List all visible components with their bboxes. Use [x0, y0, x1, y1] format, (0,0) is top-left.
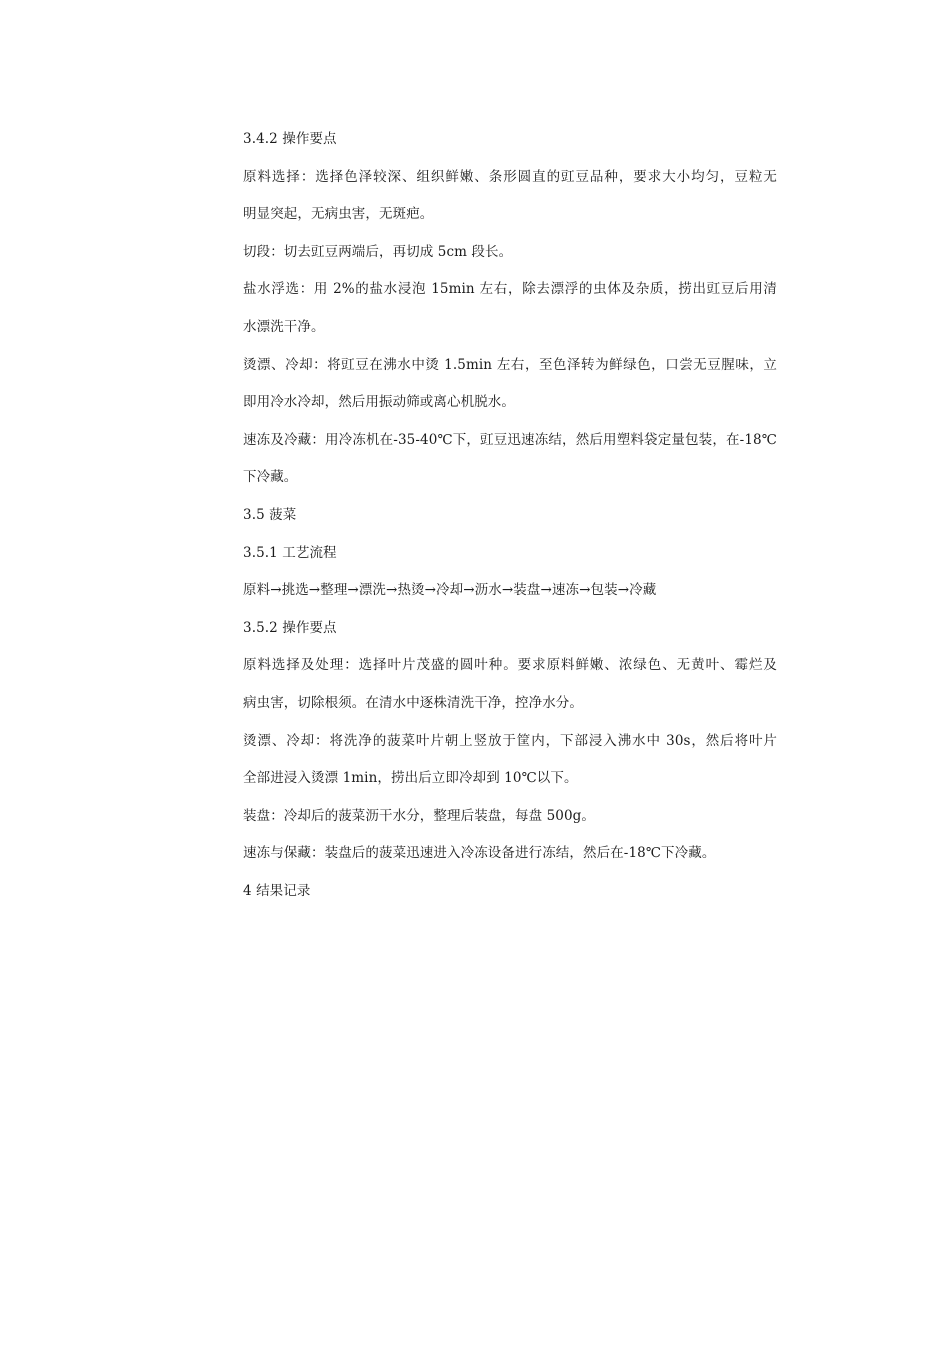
paragraph-line: 烫漂、冷却：将洗净的菠菜叶片朝上竖放于筐内，下部浸入沸水中 30s，然后将叶片 [243, 732, 777, 749]
section-heading-3-5: 3.5 菠菜 [243, 506, 297, 523]
paragraph-line: 装盘：冷却后的菠菜沥干水分，整理后装盘，每盘 500g。 [243, 807, 595, 824]
section-heading-3-5-1: 3.5.1 工艺流程 [243, 544, 337, 561]
paragraph-line: 即用冷水冷却，然后用振动筛或离心机脱水。 [243, 394, 515, 411]
paragraph-line: 速冻及冷藏：用冷冻机在-35-40℃下，豇豆迅速冻结，然后用塑料袋定量包装，在-18℃ [243, 431, 777, 448]
document-body [243, 121, 777, 910]
paragraph-line: 病虫害，切除根须。在清水中逐株清洗干净，控净水分。 [243, 694, 583, 711]
section-heading-4: 4 结果记录 [243, 882, 311, 899]
section-heading-3-4-2: 3.4.2 操作要点 [243, 131, 337, 147]
process-flow-line: 原料→挑选→整理→漂洗→热烫→冷却→沥水→装盘→速冻→包装→冷藏 [243, 582, 657, 599]
paragraph-line: 烫漂、冷却：将豇豆在沸水中烫 1.5min 左右，至色泽转为鲜绿色，口尝无豆腥味，立 [243, 356, 777, 373]
paragraph-line: 水漂洗干净。 [243, 318, 325, 335]
paragraph-line: 明显突起，无病虫害，无斑疤。 [243, 206, 434, 223]
paragraph-line: 原料选择及处理：选择叶片茂盛的圆叶种。要求原料鲜嫩、浓绿色、无黄叶、霉烂及 [243, 657, 777, 674]
paragraph-line: 速冻与保藏：装盘后的菠菜迅速进入冷冻设备进行冻结，然后在-18℃下冷藏。 [243, 845, 716, 862]
paragraph-line: 盐水浮选：用 2%的盐水浸泡 15min 左右，除去漂浮的虫体及杂质，捞出豇豆后用清 [243, 281, 777, 298]
paragraph-line: 切段：切去豇豆两端后，再切成 5cm 段长。 [243, 243, 513, 260]
paragraph-line: 下冷藏。 [243, 469, 298, 486]
paragraph-line: 原料选择：选择色泽较深、组织鲜嫩、条形圆直的豇豆品种，要求大小均匀，豆粒无 [243, 168, 777, 185]
paragraph-line: 全部进浸入烫漂 1min，捞出后立即冷却到 10℃以下。 [243, 770, 578, 787]
section-heading-3-5-2: 3.5.2 操作要点 [243, 619, 337, 636]
